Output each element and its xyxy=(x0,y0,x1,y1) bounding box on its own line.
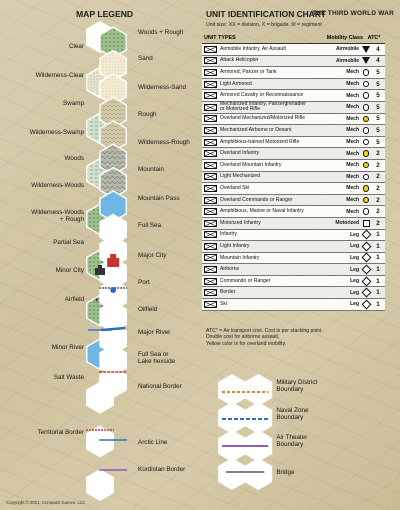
mobility-class: Leg xyxy=(350,254,359,261)
mobility-class: Mech xyxy=(346,127,359,134)
legend-right-label: Wilderness-Rough xyxy=(138,139,190,146)
nato-symbol-icon xyxy=(204,173,217,180)
atc-value: 2 xyxy=(376,150,380,158)
mobility-marker-icon xyxy=(361,300,371,309)
mobility-marker-icon xyxy=(361,149,371,158)
nato-symbol-icon xyxy=(204,92,217,99)
port-icon xyxy=(110,287,116,293)
legend-hex-left-10 xyxy=(87,470,113,500)
nato-symbol-icon xyxy=(204,220,217,227)
nato-symbol-icon xyxy=(204,150,217,157)
mobility-class: Mech xyxy=(346,173,359,180)
unit-identification-chart xyxy=(202,33,385,311)
boundary-label: Military District Boundary xyxy=(276,379,318,393)
unit-chart-rows xyxy=(202,44,385,311)
mobility-marker-icon xyxy=(361,196,371,205)
unit-row xyxy=(202,299,385,311)
nato-symbol-icon xyxy=(204,139,217,146)
atc-value: 1 xyxy=(376,242,380,250)
mobility-marker-icon xyxy=(361,219,371,228)
atc-value: 2 xyxy=(376,184,380,192)
unit-type-name: Overland Mountain Infantry xyxy=(220,161,282,168)
atc-value: 2 xyxy=(376,173,380,181)
note-atc: ATC* = Air transport cost. Cost is per stacking point. xyxy=(206,328,323,334)
unit-type-name: Armored Cavalry or Reconnaissance xyxy=(220,92,304,99)
mobility-marker-icon xyxy=(361,230,371,239)
mobility-marker-icon xyxy=(361,80,371,89)
legend-left-label: Territorial Border xyxy=(37,429,84,436)
unit-type-name: Mountain Infantry xyxy=(220,254,260,261)
atc-value: 5 xyxy=(376,115,380,123)
note-yellow: Yellow color is for overland mobility. xyxy=(206,340,287,347)
unit-row xyxy=(202,183,385,195)
unit-chart-subtitle: Unit size: XX = division, X = brigade, III = regiment xyxy=(206,22,322,28)
mobility-class: Mech xyxy=(346,162,359,169)
mobility-class: Leg xyxy=(350,266,359,273)
legend-left-label: Woods xyxy=(64,155,84,162)
nato-symbol-icon xyxy=(204,185,217,192)
mobility-marker-icon xyxy=(361,242,371,251)
nato-symbol-icon xyxy=(204,46,217,53)
nato-symbol-icon xyxy=(204,115,217,122)
mobility-class: Mech xyxy=(346,197,359,204)
mobility-marker-icon xyxy=(361,103,371,112)
legend-right-label: Woods + Rough xyxy=(138,29,184,36)
legend-right-label: Full Sea or Lake hexside xyxy=(138,351,176,365)
unit-type-name: Light Infantry xyxy=(220,242,250,249)
mobility-marker-icon xyxy=(361,45,371,54)
legend-right-label: Major City xyxy=(138,252,167,259)
mobility-marker-icon xyxy=(361,114,371,123)
mobility-marker-icon xyxy=(361,138,371,147)
game-title: THE THIRD WORLD WAR xyxy=(312,10,394,17)
legend-left-label: Clear xyxy=(68,43,84,50)
legend-right-label: Kurdistan Border xyxy=(138,466,186,473)
map-legend-title: MAP LEGEND xyxy=(76,9,134,19)
legend-right-label: Rough xyxy=(138,111,157,118)
atc-value: 2 xyxy=(376,219,380,227)
legend-left-label: Wilderness-Woods xyxy=(31,182,84,189)
mobility-class: Airmobile xyxy=(335,57,359,64)
legend-left-label: Wilderness-Woods + Rough xyxy=(31,209,84,223)
nato-symbol-icon xyxy=(204,162,217,169)
unit-row xyxy=(202,67,385,79)
nato-symbol-icon xyxy=(204,243,217,250)
unit-row xyxy=(202,230,385,242)
atc-value: 2 xyxy=(376,196,380,204)
atc-value: 5 xyxy=(376,92,380,100)
nato-symbol-icon xyxy=(204,57,217,64)
unit-type-name: Overland Infantry xyxy=(220,150,260,157)
unit-row xyxy=(202,195,385,207)
unit-row xyxy=(202,56,385,68)
legend-left-label: Wilderness-Clear xyxy=(35,72,84,79)
legend-left-label: Salt Waste xyxy=(53,374,84,381)
nato-symbol-icon xyxy=(204,254,217,261)
unit-type-name: Motorized Infantry xyxy=(220,219,261,226)
mobility-class: Mech xyxy=(346,208,359,215)
unit-row xyxy=(202,287,385,299)
unit-type-name: Amphibious, Marine or Naval Infantry xyxy=(220,208,304,215)
legend-right-label: Oilfield xyxy=(138,306,158,313)
mobility-class: Mech xyxy=(346,92,359,99)
nato-symbol-icon xyxy=(204,266,217,273)
unit-type-name: Overland Ski xyxy=(220,184,250,191)
atc-value: 5 xyxy=(376,80,380,88)
unit-type-name: Light Mechanized xyxy=(220,173,260,180)
mobility-class: Leg xyxy=(350,278,359,285)
unit-type-name: Ski xyxy=(220,300,228,307)
nato-symbol-icon xyxy=(204,301,217,308)
legend-left-label: Airfield xyxy=(64,296,84,303)
mobility-class: Leg xyxy=(350,231,359,238)
unit-row xyxy=(202,172,385,184)
unit-type-name: Armored, Panzer or Tank xyxy=(220,69,277,76)
unit-type-name: Overland Mechanized/Motorized Rifle xyxy=(220,115,305,122)
nato-symbol-icon xyxy=(204,81,217,88)
airfield-icon: ✈ xyxy=(94,298,100,304)
atc-value: 2 xyxy=(376,208,380,216)
unit-type-name: Overland Commando or Ranger xyxy=(220,196,293,203)
atc-value: 1 xyxy=(376,300,380,308)
unit-row xyxy=(202,137,385,149)
unit-chart-title: UNIT IDENTIFICATION CHART xyxy=(206,9,326,19)
atc-value: 4 xyxy=(376,57,380,65)
atc-value: 1 xyxy=(376,266,380,274)
boundary-label: Bridge xyxy=(276,469,295,476)
unit-row xyxy=(202,125,385,137)
mobility-class: Mech xyxy=(346,69,359,76)
mobility-marker-icon xyxy=(361,184,371,193)
atc-value: 1 xyxy=(376,254,380,262)
unit-row xyxy=(202,102,385,114)
atc-value: 4 xyxy=(376,45,380,53)
col-atc: ATC* xyxy=(367,35,381,41)
legend-right-label: Mountain xyxy=(138,166,164,173)
boundary-label: Naval Zone Boundary xyxy=(276,407,309,421)
atc-value: 5 xyxy=(376,68,380,76)
unit-row xyxy=(202,90,385,102)
unit-row xyxy=(202,206,385,218)
unit-row xyxy=(202,44,385,56)
mobility-class: Leg xyxy=(350,243,359,250)
mobility-class: Mech xyxy=(346,104,359,111)
mobility-class: Motorized xyxy=(335,220,359,227)
mobility-marker-icon xyxy=(361,91,371,100)
atc-value: 5 xyxy=(376,103,380,111)
unit-type-name: Commando or Ranger xyxy=(220,277,271,284)
boundary-hex-a-0 xyxy=(219,375,245,405)
nato-symbol-icon xyxy=(204,127,217,134)
legend-right-label: Sand xyxy=(138,55,153,62)
mobility-class: Mech xyxy=(346,139,359,146)
mobility-class: Leg xyxy=(350,289,359,296)
unit-row xyxy=(202,276,385,288)
nato-symbol-icon xyxy=(204,104,217,111)
legend-right-label: Port xyxy=(138,279,150,286)
unit-type-name: Attack Helicopter xyxy=(220,57,259,64)
mobility-marker-icon xyxy=(361,265,371,274)
unit-type-name: Airborne xyxy=(220,266,240,273)
legend-right-label: Arctic Line xyxy=(138,439,168,446)
unit-type-name: Mechanized Infantry, Panzergrenadier or Motorized Rifle xyxy=(220,101,306,113)
col-mobility-class: Mobility Class xyxy=(326,35,363,41)
legend-right-label: Mountain Pass xyxy=(138,195,180,202)
boundary-hex-a-3 xyxy=(219,459,245,489)
mobility-class: Airmobile xyxy=(335,46,359,53)
unit-row xyxy=(202,264,385,276)
atc-value: 5 xyxy=(376,138,380,146)
mobility-class: Leg xyxy=(350,301,359,308)
unit-type-name: Infantry xyxy=(220,231,237,238)
legend-left-label: Minor River xyxy=(51,344,84,351)
mobility-marker-icon xyxy=(361,56,371,65)
unit-row xyxy=(202,79,385,91)
legend-right-label: National Border xyxy=(138,383,182,390)
atc-value: 5 xyxy=(376,126,380,134)
mobility-marker-icon xyxy=(361,277,371,286)
legend-right-label: Wilderness-Sand xyxy=(138,84,186,91)
boundary-hex-b-3 xyxy=(245,459,271,489)
legend-left-label: Wilderness-Swamp xyxy=(29,129,84,136)
note-airborne: Double cost for airborne assault. xyxy=(206,334,280,341)
unit-row xyxy=(202,148,385,160)
unit-row xyxy=(202,241,385,253)
mobility-class: Mech xyxy=(346,81,359,88)
mobility-marker-icon xyxy=(361,288,371,297)
mobility-marker-icon xyxy=(361,253,371,262)
nato-symbol-icon xyxy=(204,69,217,76)
unit-type-name: Border xyxy=(220,289,236,296)
mobility-marker-icon xyxy=(361,68,371,77)
legend-left-label: Swamp xyxy=(63,100,84,107)
unit-row xyxy=(202,114,385,126)
unit-row xyxy=(202,160,385,172)
mobility-marker-icon xyxy=(361,172,371,181)
mobility-marker-icon xyxy=(361,126,371,135)
nato-symbol-icon xyxy=(204,231,217,238)
unit-chart-header xyxy=(202,33,385,44)
boundary-hex-b-0 xyxy=(245,375,271,405)
legend-right-label: Major River xyxy=(138,329,171,336)
mobility-class: Mech xyxy=(346,185,359,192)
copyright: Copyright © 2021, Compass Games, LLC xyxy=(6,500,86,505)
atc-value: 2 xyxy=(376,161,380,169)
unit-type-name: Amphibious-trained Motorized Rifle xyxy=(220,138,300,145)
mobility-class: Mech xyxy=(346,150,359,157)
col-unit-types: UNIT TYPES xyxy=(204,35,236,41)
atc-value: 1 xyxy=(376,289,380,297)
unit-type-name: Light Armored xyxy=(220,80,252,87)
nato-symbol-icon xyxy=(204,278,217,285)
atc-value: 1 xyxy=(376,277,380,285)
nato-symbol-icon xyxy=(204,197,217,204)
mobility-marker-icon xyxy=(361,207,371,216)
unit-type-name: Airmobile Infantry, Air Assault xyxy=(220,45,286,52)
unit-type-name: Mechanized Airborne or Desant xyxy=(220,127,292,133)
legend-left-label: Minor City xyxy=(55,267,84,274)
nato-symbol-icon xyxy=(204,289,217,296)
mobility-class: Mech xyxy=(346,115,359,122)
boundary-label: Air Theater Boundary xyxy=(276,434,308,448)
unit-row xyxy=(202,253,385,265)
atc-value: 1 xyxy=(376,231,380,239)
legend-right-label: Full Sea xyxy=(138,222,162,229)
unit-row xyxy=(202,218,385,230)
legend-left-label: Partial Sea xyxy=(53,239,84,246)
nato-symbol-icon xyxy=(204,208,217,215)
chart-notes xyxy=(206,328,386,347)
mobility-marker-icon xyxy=(361,161,371,170)
